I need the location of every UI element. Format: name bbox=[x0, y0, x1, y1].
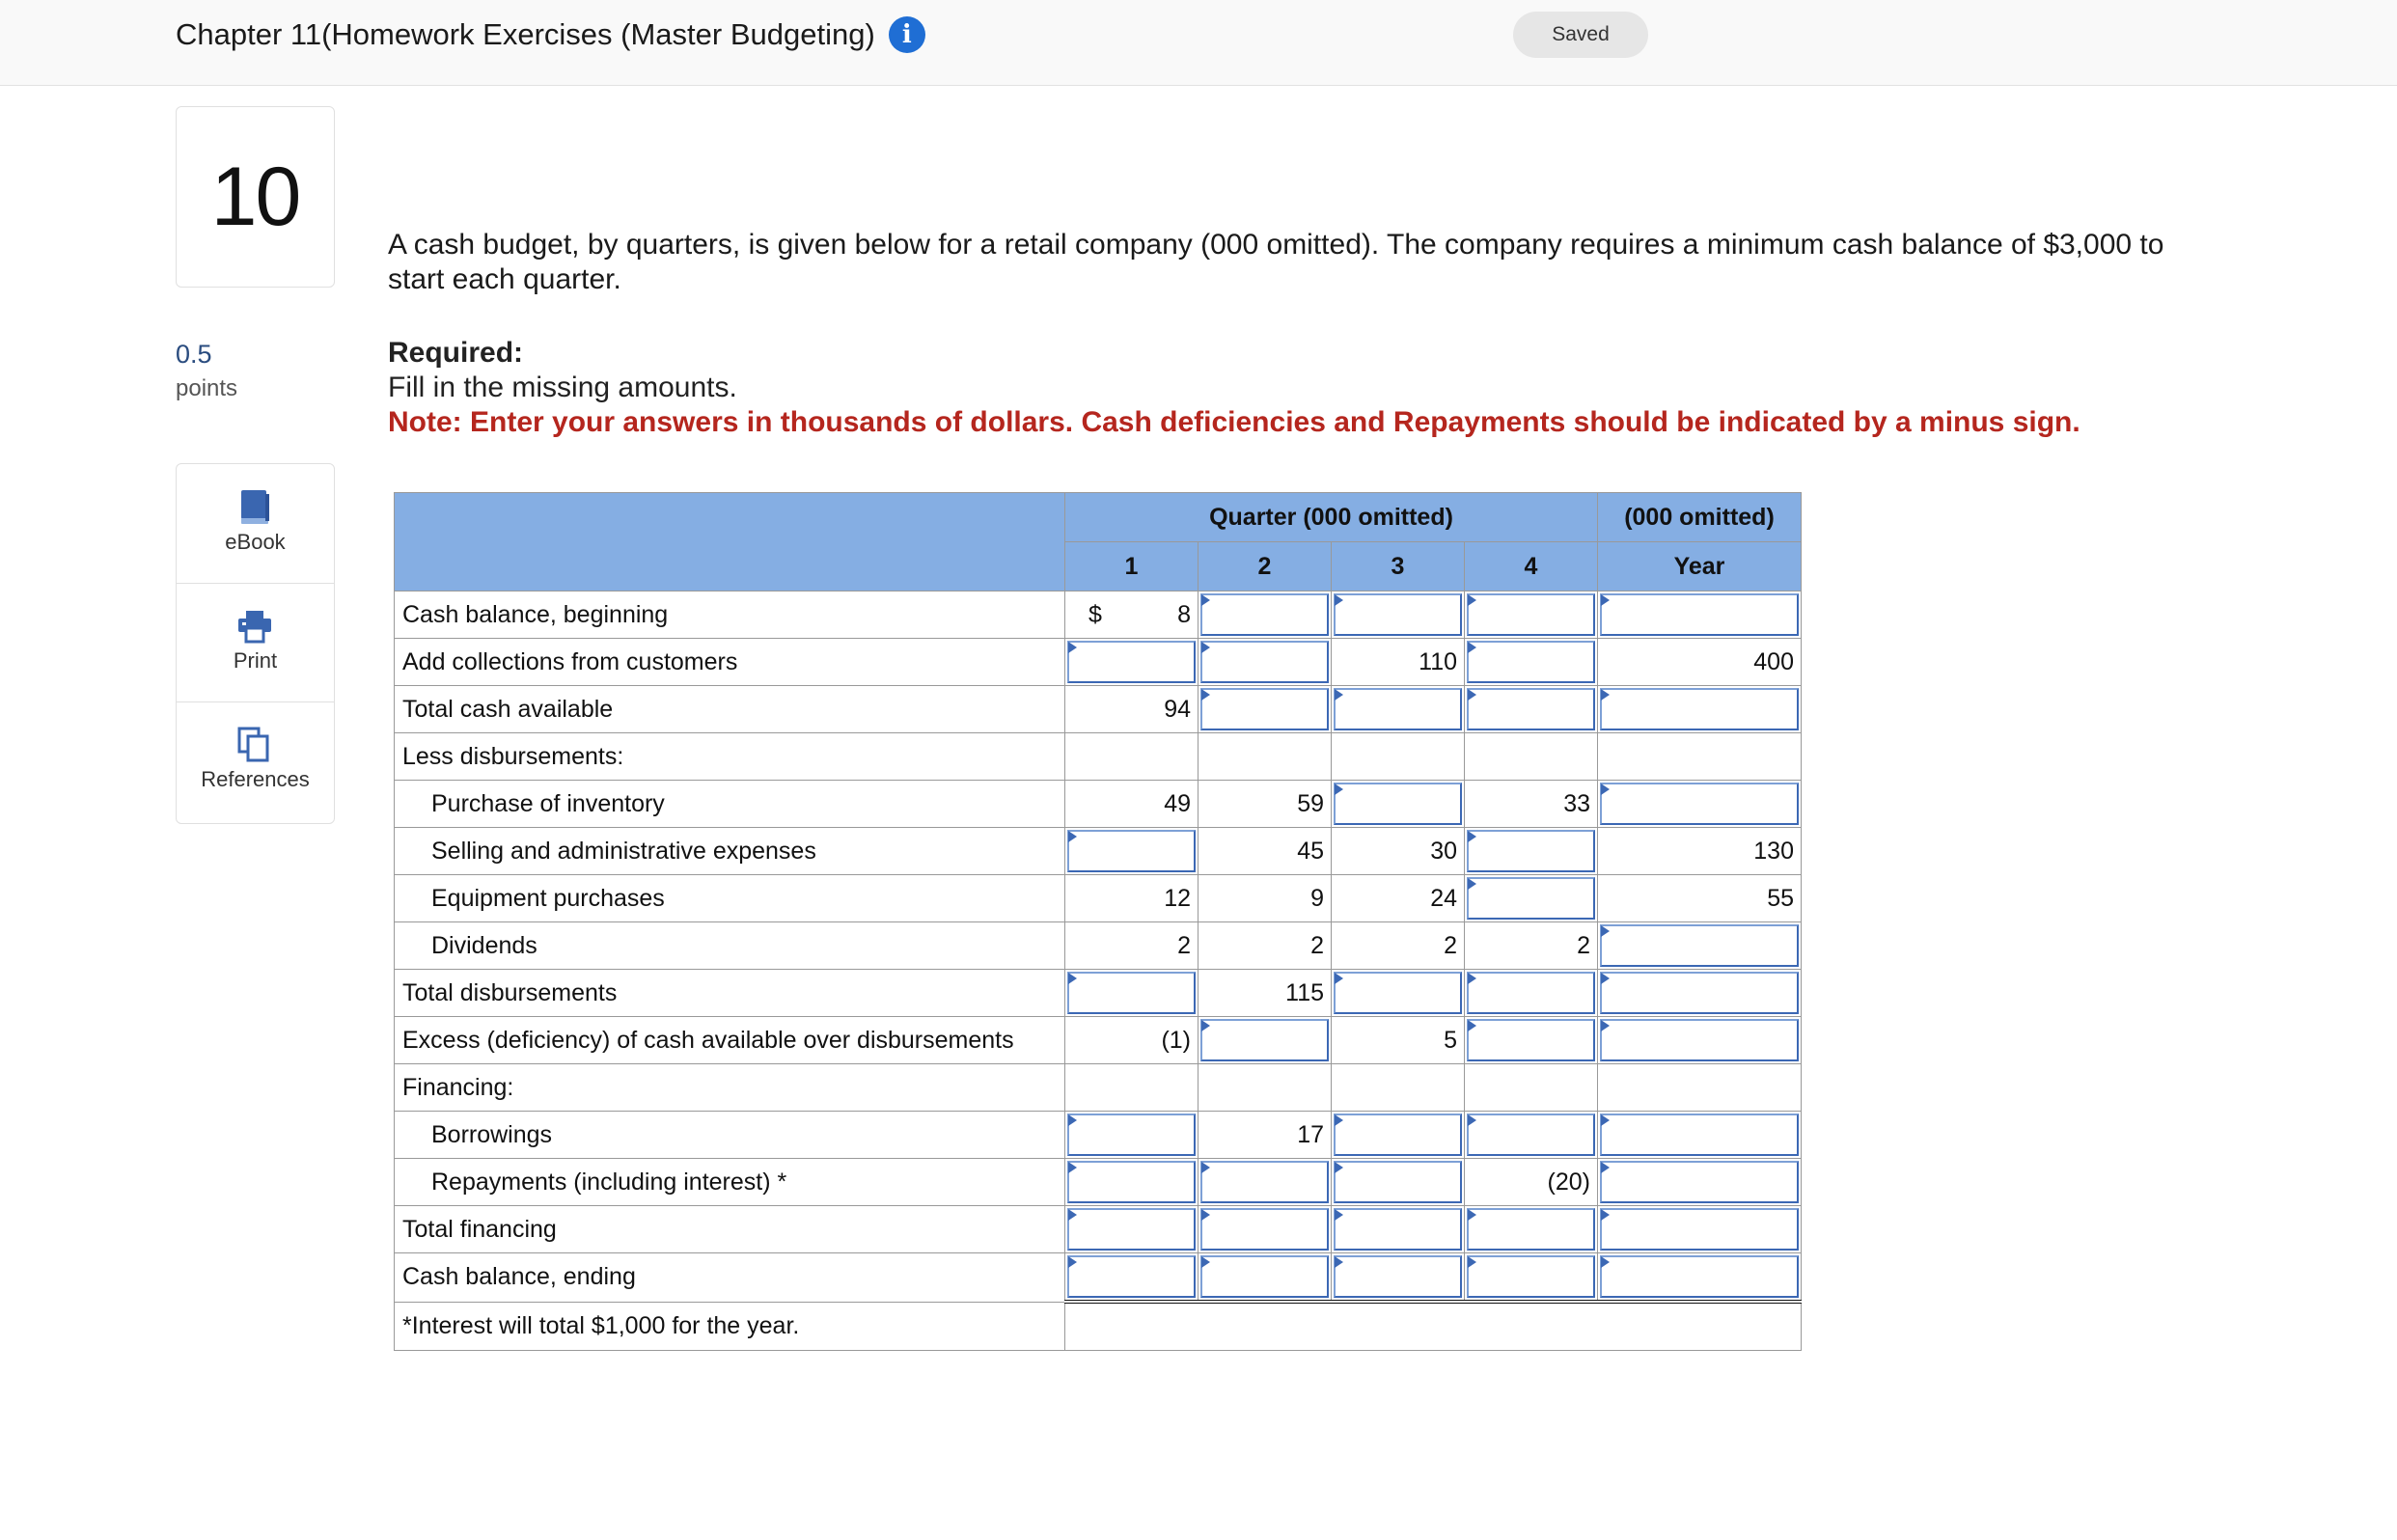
answer-input-year[interactable] bbox=[1598, 686, 1802, 733]
required-title: Required: bbox=[388, 337, 524, 369]
answer-input-q1[interactable] bbox=[1065, 1253, 1198, 1303]
footnote-blank bbox=[1065, 1302, 1802, 1351]
row-label: Borrowings bbox=[395, 1112, 1065, 1159]
answer-input-year[interactable] bbox=[1598, 970, 1802, 1017]
table-row bbox=[395, 922, 1802, 970]
answer-input-box[interactable] bbox=[1200, 1208, 1329, 1251]
printer-icon bbox=[235, 607, 274, 646]
print-label: Print bbox=[233, 648, 278, 673]
table-row bbox=[395, 1112, 1802, 1159]
row-label: Cash balance, beginning bbox=[395, 591, 1065, 639]
row-label: Less disbursements: bbox=[395, 733, 1065, 781]
empty-cell bbox=[1598, 1064, 1802, 1112]
ebook-button[interactable] bbox=[177, 464, 334, 584]
table-row bbox=[395, 639, 1802, 686]
table-row bbox=[395, 828, 1802, 875]
dollar-sign: $ bbox=[1088, 601, 1102, 628]
row-label: Add collections from customers bbox=[395, 639, 1065, 686]
table-row bbox=[395, 686, 1802, 733]
answer-input-box[interactable] bbox=[1200, 1161, 1329, 1203]
value-cell-q3: 5 bbox=[1332, 1017, 1465, 1064]
table-row bbox=[395, 591, 1802, 639]
chapter-title-text: Chapter 11(Homework Exercises (Master Budgeting) bbox=[176, 17, 875, 51]
assignment-title bbox=[176, 14, 925, 56]
references-button[interactable] bbox=[177, 701, 334, 820]
table-row bbox=[395, 1253, 1802, 1303]
question-tools bbox=[176, 463, 335, 824]
top-bar bbox=[0, 0, 2397, 86]
answer-input-q2[interactable] bbox=[1198, 1253, 1332, 1303]
cell-value: 8 bbox=[1177, 600, 1191, 628]
answer-input-year[interactable] bbox=[1598, 1206, 1802, 1253]
footnote: *Interest will total $1,000 for the year. bbox=[395, 1302, 1065, 1351]
answer-input-q3[interactable] bbox=[1332, 1253, 1465, 1303]
answer-input-box[interactable] bbox=[1600, 593, 1799, 636]
row-label: Cash balance, ending bbox=[395, 1253, 1065, 1303]
row-label: Total cash available bbox=[395, 686, 1065, 733]
answer-input-q1[interactable] bbox=[1065, 828, 1198, 875]
answer-input-q1[interactable] bbox=[1065, 1159, 1198, 1206]
answer-input-q2[interactable] bbox=[1198, 1206, 1332, 1253]
answer-input-box[interactable] bbox=[1467, 830, 1595, 872]
table-row bbox=[395, 1017, 1802, 1064]
table-row bbox=[395, 781, 1802, 828]
col-header-q4: 4 bbox=[1465, 542, 1598, 591]
value-cell-q3: 24 bbox=[1332, 875, 1465, 922]
answer-input-q4[interactable] bbox=[1465, 1253, 1598, 1303]
answer-input-q4[interactable] bbox=[1465, 639, 1598, 686]
answer-input-q2[interactable] bbox=[1198, 1017, 1332, 1064]
answer-input-box[interactable] bbox=[1467, 972, 1595, 1014]
answer-input-box[interactable] bbox=[1067, 1208, 1196, 1251]
answer-input-q2[interactable] bbox=[1198, 639, 1332, 686]
answer-input-q4[interactable] bbox=[1465, 1112, 1598, 1159]
footnote-row bbox=[395, 1302, 1802, 1351]
answer-input-box[interactable] bbox=[1200, 688, 1329, 730]
answer-input-q2[interactable] bbox=[1198, 1159, 1332, 1206]
row-label: Repayments (including interest) * bbox=[395, 1159, 1065, 1206]
empty-cell bbox=[1465, 1064, 1598, 1112]
answer-input-year[interactable] bbox=[1598, 1112, 1802, 1159]
answer-input-box[interactable] bbox=[1334, 783, 1462, 825]
quarter-header: Quarter (000 omitted) bbox=[1065, 493, 1598, 542]
answer-input-box[interactable] bbox=[1600, 972, 1799, 1014]
value-cell-q1: 12 bbox=[1065, 875, 1198, 922]
empty-cell bbox=[1065, 1064, 1198, 1112]
table-row bbox=[395, 1159, 1802, 1206]
answer-input-q4[interactable] bbox=[1465, 828, 1598, 875]
question-number: 10 bbox=[176, 106, 335, 288]
value-cell-q1: 94 bbox=[1065, 686, 1198, 733]
answer-input-q3[interactable] bbox=[1332, 1112, 1465, 1159]
answer-input-q3[interactable] bbox=[1332, 1206, 1465, 1253]
answer-input-box[interactable] bbox=[1334, 593, 1462, 636]
value-cell-q4: 2 bbox=[1465, 922, 1598, 970]
answer-input-box[interactable] bbox=[1600, 1208, 1799, 1251]
answer-input-box[interactable] bbox=[1200, 593, 1329, 636]
answer-input-box[interactable] bbox=[1334, 1255, 1462, 1298]
row-label: Financing: bbox=[395, 1064, 1065, 1112]
table-header-row bbox=[395, 493, 1802, 542]
answer-input-year[interactable] bbox=[1598, 1017, 1802, 1064]
answer-input-box[interactable] bbox=[1467, 1208, 1595, 1251]
answer-input-box[interactable] bbox=[1334, 688, 1462, 730]
answer-input-q1[interactable] bbox=[1065, 639, 1198, 686]
header-blank bbox=[395, 493, 1065, 591]
row-label: Excess (deficiency) of cash available over disbursements bbox=[395, 1017, 1065, 1064]
value-cell-q1: (1) bbox=[1065, 1017, 1198, 1064]
problem-intro: A cash budget, by quarters, is given below for a retail company (000 omitted). The company requires a minimum cash balance of $3,000 to start each quarter. bbox=[388, 229, 2164, 295]
value-cell-q2: 115 bbox=[1198, 970, 1332, 1017]
answer-input-box[interactable] bbox=[1334, 1161, 1462, 1203]
answer-input-box[interactable] bbox=[1067, 641, 1196, 683]
answer-input-q4[interactable] bbox=[1465, 1206, 1598, 1253]
value-cell-q2: 2 bbox=[1198, 922, 1332, 970]
answer-note: Note: Enter your answers in thousands of dollars. Cash deficiencies and Repayments should be indicated by a minus sign. bbox=[388, 406, 2080, 438]
answer-input-box[interactable] bbox=[1334, 1114, 1462, 1156]
table-row bbox=[395, 970, 1802, 1017]
answer-input-q3[interactable] bbox=[1332, 781, 1465, 828]
points-value: 0.5 bbox=[176, 340, 212, 369]
answer-input-box[interactable] bbox=[1467, 688, 1595, 730]
value-cell-q1: 49 bbox=[1065, 781, 1198, 828]
answer-input-box[interactable] bbox=[1467, 1255, 1595, 1298]
answer-input-q1[interactable] bbox=[1065, 1206, 1198, 1253]
answer-input-box[interactable] bbox=[1467, 1114, 1595, 1156]
value-cell-q2: 9 bbox=[1198, 875, 1332, 922]
empty-cell bbox=[1198, 733, 1332, 781]
answer-input-box[interactable] bbox=[1334, 972, 1462, 1014]
answer-input-q4[interactable] bbox=[1465, 591, 1598, 639]
answer-input-q1[interactable] bbox=[1065, 1112, 1198, 1159]
saved-status-badge: Saved bbox=[1513, 12, 1648, 58]
answer-input-q2[interactable] bbox=[1198, 591, 1332, 639]
value-cell-q4: 33 bbox=[1465, 781, 1598, 828]
empty-cell bbox=[1598, 733, 1802, 781]
table-row bbox=[395, 1206, 1802, 1253]
answer-input-box[interactable] bbox=[1600, 1255, 1799, 1298]
answer-input-q4[interactable] bbox=[1465, 875, 1598, 922]
answer-input-box[interactable] bbox=[1067, 1114, 1196, 1156]
row-label: Dividends bbox=[395, 922, 1065, 970]
col-header-year: Year bbox=[1598, 542, 1802, 591]
value-cell-q3: 110 bbox=[1332, 639, 1465, 686]
answer-input-box[interactable] bbox=[1467, 1019, 1595, 1061]
value-cell-q1: 2 bbox=[1065, 922, 1198, 970]
answer-input-year[interactable] bbox=[1598, 922, 1802, 970]
empty-cell bbox=[1065, 733, 1198, 781]
answer-input-box[interactable] bbox=[1200, 641, 1329, 683]
value-cell-q3: 2 bbox=[1332, 922, 1465, 970]
answer-input-box[interactable] bbox=[1334, 1208, 1462, 1251]
empty-cell bbox=[1332, 1064, 1465, 1112]
answer-input-q3[interactable] bbox=[1332, 591, 1465, 639]
required-text: Fill in the missing amounts. bbox=[388, 371, 737, 403]
table-row bbox=[395, 875, 1802, 922]
col-header-q3: 3 bbox=[1332, 542, 1465, 591]
answer-input-q3[interactable] bbox=[1332, 1159, 1465, 1206]
answer-input-box[interactable] bbox=[1600, 924, 1799, 967]
row-label: Equipment purchases bbox=[395, 875, 1065, 922]
row-label: Selling and administrative expenses bbox=[395, 828, 1065, 875]
value-cell-q2: 45 bbox=[1198, 828, 1332, 875]
empty-cell bbox=[1198, 1064, 1332, 1112]
answer-input-box[interactable] bbox=[1200, 1019, 1329, 1061]
answer-input-q2[interactable] bbox=[1198, 686, 1332, 733]
value-cell-q2: 17 bbox=[1198, 1112, 1332, 1159]
value-cell-q3: 30 bbox=[1332, 828, 1465, 875]
answer-input-q4[interactable] bbox=[1465, 1017, 1598, 1064]
row-label: Purchase of inventory bbox=[395, 781, 1065, 828]
value-cell-q4: (20) bbox=[1465, 1159, 1598, 1206]
answer-input-year[interactable] bbox=[1598, 781, 1802, 828]
answer-input-q3[interactable] bbox=[1332, 970, 1465, 1017]
empty-cell bbox=[1465, 733, 1598, 781]
answer-input-q3[interactable] bbox=[1332, 686, 1465, 733]
answer-input-box[interactable] bbox=[1067, 972, 1196, 1014]
answer-input-box[interactable] bbox=[1600, 688, 1799, 730]
answer-input-year[interactable] bbox=[1598, 591, 1802, 639]
answer-input-q4[interactable] bbox=[1465, 970, 1598, 1017]
answer-input-q4[interactable] bbox=[1465, 686, 1598, 733]
answer-input-box[interactable] bbox=[1067, 1161, 1196, 1203]
answer-input-box[interactable] bbox=[1467, 877, 1595, 920]
table-row bbox=[395, 733, 1802, 781]
empty-cell bbox=[1332, 733, 1465, 781]
answer-input-box[interactable] bbox=[1467, 593, 1595, 636]
cash-budget-table bbox=[394, 492, 1802, 1351]
col-header-q1: 1 bbox=[1065, 542, 1198, 591]
year-header-top: (000 omitted) bbox=[1598, 493, 1802, 542]
book-icon bbox=[235, 488, 274, 527]
ebook-label: eBook bbox=[225, 530, 286, 554]
col-header-q2: 2 bbox=[1198, 542, 1332, 591]
value-cell-q1 bbox=[1065, 591, 1198, 639]
print-button[interactable] bbox=[177, 583, 334, 702]
answer-input-box[interactable] bbox=[1067, 1255, 1196, 1298]
answer-input-box[interactable] bbox=[1600, 783, 1799, 825]
copy-icon bbox=[235, 726, 274, 764]
answer-input-q1[interactable] bbox=[1065, 970, 1198, 1017]
answer-input-box[interactable] bbox=[1600, 1019, 1799, 1061]
table-row bbox=[395, 1064, 1802, 1112]
value-cell-year: 55 bbox=[1598, 875, 1802, 922]
required-section bbox=[388, 336, 2080, 440]
answer-input-year[interactable] bbox=[1598, 1253, 1802, 1303]
answer-input-box[interactable] bbox=[1200, 1255, 1329, 1298]
answer-input-box[interactable] bbox=[1467, 641, 1595, 683]
value-cell-q2: 59 bbox=[1198, 781, 1332, 828]
answer-input-box[interactable] bbox=[1600, 1161, 1799, 1203]
value-cell-year: 400 bbox=[1598, 639, 1802, 686]
value-cell-year: 130 bbox=[1598, 828, 1802, 875]
row-label: Total financing bbox=[395, 1206, 1065, 1253]
info-icon[interactable]: i bbox=[889, 16, 925, 53]
points-label: points bbox=[176, 375, 238, 401]
row-label: Total disbursements bbox=[395, 970, 1065, 1017]
references-label: References bbox=[201, 767, 310, 791]
answer-input-box[interactable] bbox=[1067, 830, 1196, 872]
answer-input-box[interactable] bbox=[1600, 1114, 1799, 1156]
answer-input-year[interactable] bbox=[1598, 1159, 1802, 1206]
